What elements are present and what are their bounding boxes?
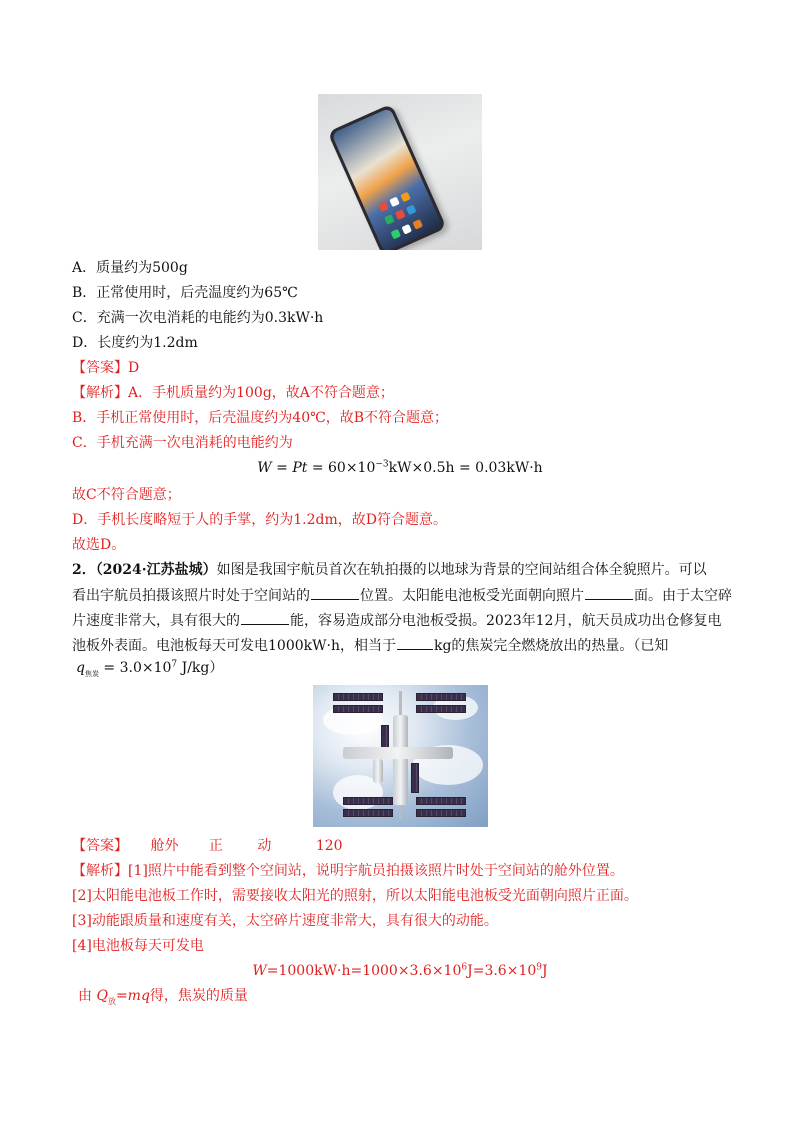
analysis-text: A．手机质量约为100g，故A不符合题意； — [128, 385, 394, 401]
app-icon — [400, 192, 411, 203]
q2-stem-text: kg的焦炭完全燃烧放出的热量。（已知 — [433, 638, 669, 654]
answer-blank[interactable] — [397, 635, 433, 650]
eq-exp1: 6 — [461, 962, 468, 973]
phone-body — [327, 104, 446, 250]
solar-panel — [416, 809, 466, 817]
answer-value: D — [128, 360, 140, 376]
q1-choose: 故选D。 — [72, 537, 126, 553]
option-d: D．长度约为1.2dm — [72, 335, 198, 351]
app-icon — [406, 204, 417, 215]
eq-w: W — [252, 963, 267, 979]
analysis-tag: 【解析】 — [72, 385, 128, 401]
app-icon — [390, 229, 401, 240]
app-icon — [384, 214, 395, 225]
app-icon — [401, 224, 412, 235]
option-c-math: 0.3kW·h — [264, 310, 324, 326]
analysis-text: 得，焦炭的质量 — [149, 988, 248, 1004]
given-close: ） — [209, 660, 224, 676]
given-val: = 3.0×10 — [98, 660, 172, 676]
analysis-text: 由 — [78, 988, 92, 1004]
q1-analysis-c: C．手机充满一次电消耗的电能约为 — [72, 435, 293, 451]
q2-stem-line3 — [72, 610, 721, 631]
q2-stem-text: 看出宇航员拍摄该照片时处于空间站的 — [72, 588, 310, 604]
solar-panel — [416, 693, 466, 701]
q2-answer — [72, 836, 343, 856]
app-icon — [389, 197, 400, 208]
solar-panel — [416, 797, 466, 805]
q1-analysis-a — [72, 383, 394, 403]
formula-w: W — [257, 460, 272, 476]
smartphone-photo — [318, 94, 482, 250]
given-sub: 焦炭 — [84, 669, 99, 678]
q2-analysis-2: [2]太阳能电池板工作时，需要接收太阳光的照射，所以太阳能电池板受光面朝向照片正面。 — [72, 888, 638, 904]
option-c — [72, 308, 323, 328]
solar-panel — [416, 705, 466, 713]
eq-body: =1000kW·h=1000×3.6×10 — [266, 963, 462, 979]
q2-stem-line2 — [72, 585, 732, 606]
given-exp: 7 — [171, 659, 178, 670]
q2-analysis-3: [3]动能跟质量和速度有关，太空碎片速度非常大，具有很大的动能。 — [72, 913, 498, 929]
q2-stem-text: 如图是我国宇航员首次在轨拍摄的以地球为背景的空间站组合体全貌照片。可以 — [216, 562, 707, 578]
symbol-q-sub: 放 — [107, 996, 116, 1006]
answer-tag: 【答案】 — [72, 360, 128, 376]
option-b: B．正常使用时，后壳温度约为65℃ — [72, 285, 298, 301]
answer-3: 动 — [257, 838, 272, 854]
q2-equation — [0, 961, 800, 981]
option-a: A．质量约为500g — [72, 260, 188, 276]
formula-pt: Pt — [292, 460, 308, 476]
station-core-module — [393, 715, 408, 805]
q2-analysis-4: [4]电池板每天可发电 — [72, 938, 204, 954]
given-unit: J/kg — [177, 660, 210, 676]
q2-stem-text: 池板外表面。电池板每天可发电1000kW·h，相当于 — [72, 638, 396, 654]
q1-formula — [0, 458, 800, 478]
app-icon — [395, 209, 406, 220]
solar-panel — [411, 763, 419, 793]
eq-end: J — [542, 963, 548, 979]
q2-analysis-5 — [78, 986, 248, 1006]
solar-panel — [333, 693, 383, 701]
formula-body: = 60×10 — [307, 460, 376, 476]
answer-blank[interactable] — [241, 610, 289, 625]
answer-blank[interactable] — [585, 585, 633, 600]
answer-tag: 【答案】 — [72, 838, 128, 854]
app-icon — [412, 219, 423, 230]
symbol-mq: mq — [127, 988, 150, 1004]
solar-panel — [333, 705, 383, 713]
q1-analysis-b: B．手机正常使用时，后壳温度约为40℃，故B不符合题意； — [72, 410, 449, 426]
answer-blank[interactable] — [311, 585, 359, 600]
q2-stem-text: 片速度非常大，具有很大的 — [72, 613, 240, 629]
q2-analysis-1 — [72, 861, 624, 881]
solar-panel — [343, 809, 393, 817]
answer-2: 正 — [208, 838, 223, 854]
q2-source: （2024·江苏盐城） — [95, 562, 217, 578]
q2-stem-text: 能，容易造成部分电池板受损。2023年12月，航天员成功出仓修复电 — [290, 613, 722, 629]
formula-eq: = — [271, 460, 293, 476]
q2-stem-line1 — [72, 560, 707, 580]
q1-analysis-c2: 故C不符合题意； — [72, 487, 181, 503]
eq-mid: J=3.6×10 — [467, 963, 537, 979]
formula-exp: −3 — [375, 459, 389, 470]
q2-stem-line4 — [72, 635, 668, 656]
formula-rest: kW×0.5h = 0.03kW·h — [388, 460, 543, 476]
q2-stem-text: 位置。太阳能电池板受光面朝向照片 — [360, 588, 584, 604]
station-lab-module — [343, 747, 453, 759]
space-station-photo — [313, 685, 488, 827]
analysis-tag: 【解析】 — [72, 863, 128, 879]
answer-4: 120 — [315, 838, 343, 854]
answer-1: 舱外 — [150, 838, 179, 854]
q1-analysis-d: D．手机长度略短于人的手掌，约为1.2dm，故D符合题意。 — [72, 512, 447, 528]
q2-given — [76, 658, 223, 678]
symbol-q: Q — [96, 988, 108, 1004]
analysis-text: = — [115, 988, 128, 1004]
given-q: q — [76, 660, 85, 676]
station-dock-module — [373, 759, 383, 783]
q2-stem-text: 面。由于太空碎 — [634, 588, 732, 604]
analysis-text: [1]照片中能看到整个空间站，说明宇航员拍摄该照片时处于空间站的舱外位置。 — [128, 863, 624, 879]
app-icon — [378, 201, 389, 212]
q2-number: 2． — [72, 562, 96, 578]
eq-exp2: 9 — [536, 962, 542, 973]
solar-panel — [343, 797, 393, 805]
q1-answer — [72, 358, 139, 378]
option-c-text: C．充满一次电消耗的电能约为 — [72, 310, 265, 326]
phone-screen — [331, 108, 442, 250]
